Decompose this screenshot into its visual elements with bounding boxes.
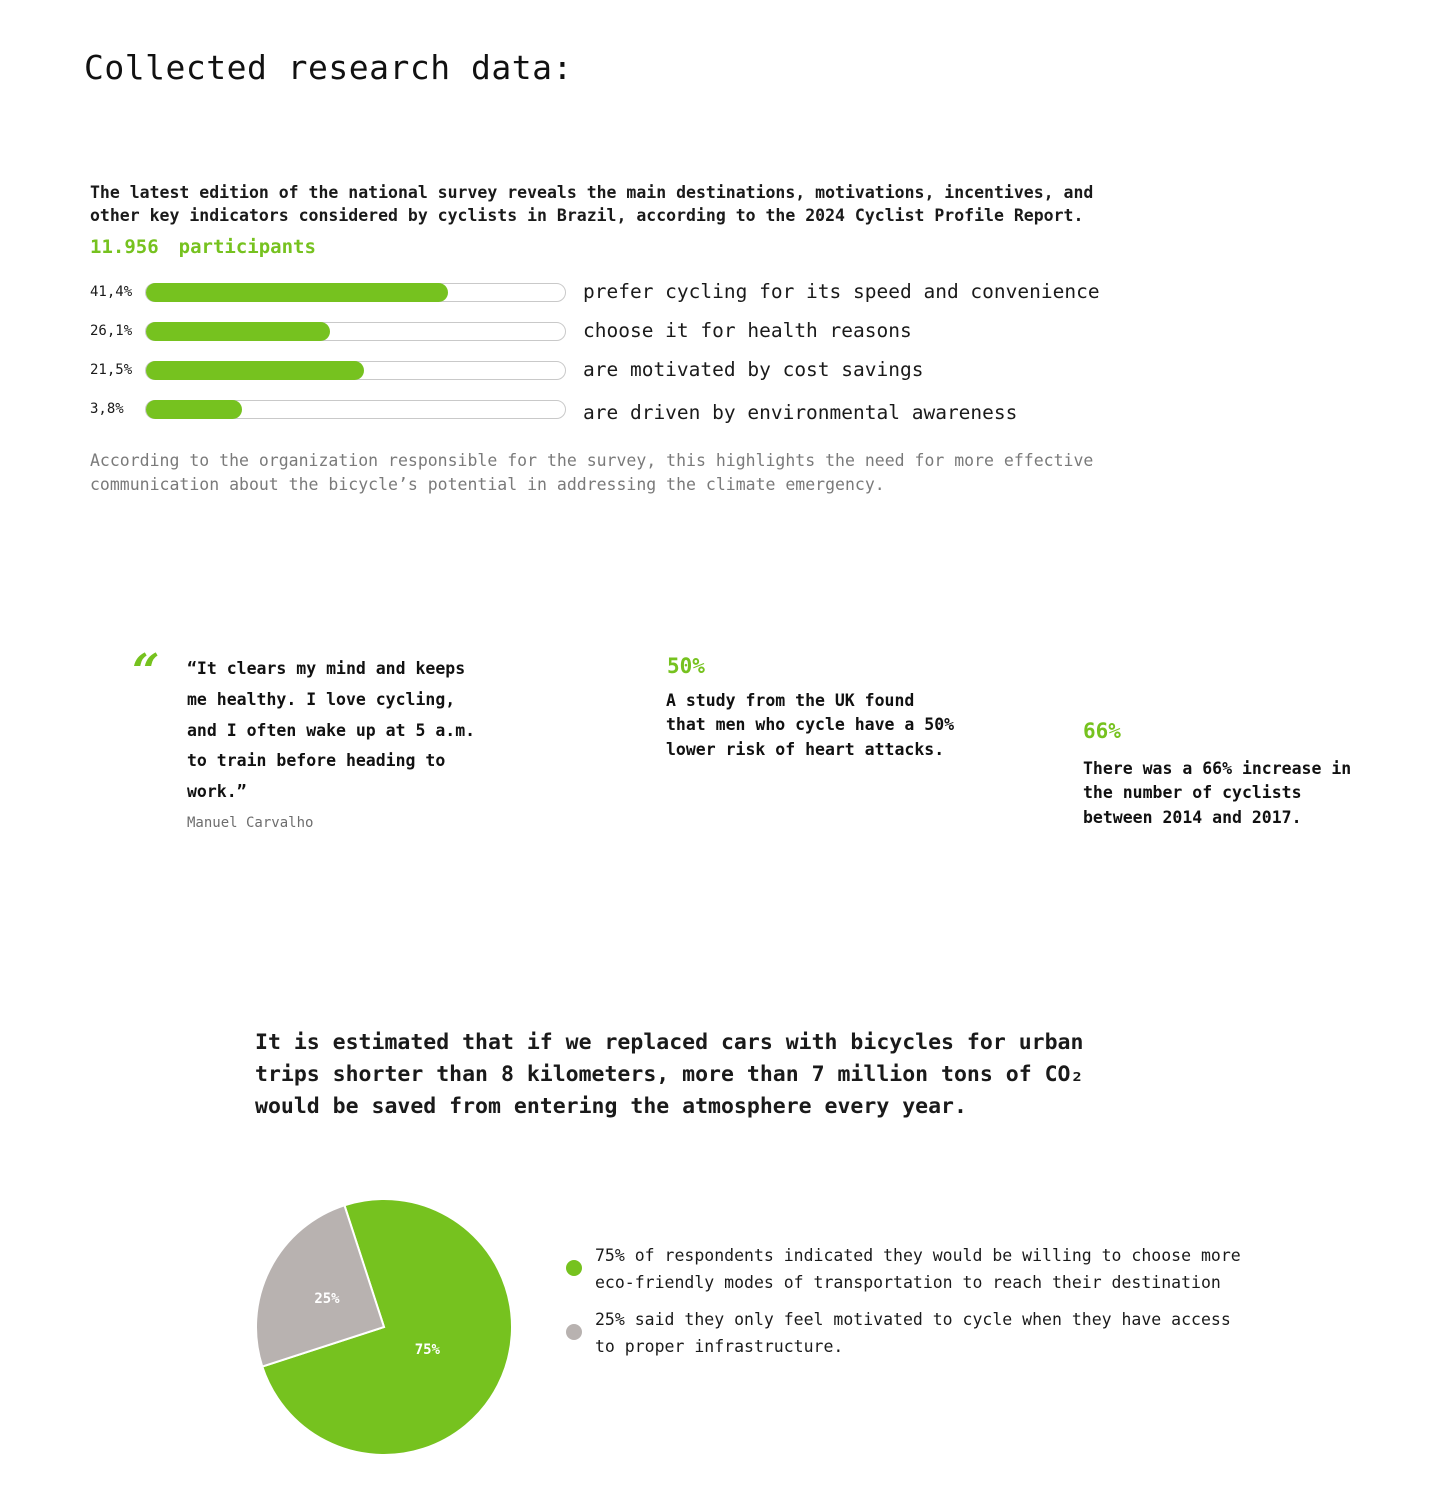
- motivation-label: are driven by environmental awareness: [583, 401, 1018, 424]
- motivation-row: [90, 320, 1190, 344]
- progress-fill: [146, 361, 364, 380]
- page-title: Collected research data:: [84, 48, 573, 87]
- stat-number: 66%: [1083, 719, 1121, 743]
- participants-label: participants: [178, 236, 316, 258]
- motivation-percent: 21,5%: [90, 362, 133, 378]
- motivation-row: [90, 359, 1190, 383]
- progress-track: [145, 283, 566, 302]
- participants-number: 11.956: [90, 236, 159, 258]
- legend-text: 75% of respondents indicated they would be willing to choose more eco-friendly modes of transportation to reach their destination: [595, 1246, 1241, 1292]
- progress-fill: [146, 322, 330, 341]
- motivation-label: prefer cycling for its speed and convenience: [583, 280, 1100, 303]
- pie-slice-label: 75%: [414, 1342, 440, 1359]
- progress-fill: [146, 283, 448, 302]
- motivation-label: choose it for health reasons: [583, 319, 912, 342]
- quote-mark-icon: “: [132, 644, 160, 700]
- pie-chart: [244, 1186, 524, 1466]
- stat-number: 50%: [667, 654, 705, 678]
- progress-track: [145, 400, 566, 419]
- survey-intro: The latest edition of the national survey reveals the main destinations, motivations, incentives, and other key indicators considered by cyclists in Brazil, according to the 2024 Cyclist Profile Report.: [90, 183, 1094, 225]
- survey-note: According to the organization responsible for the survey, this highlights the need for more effective communication about the bicycle’s potential in addressing the climate emergency.: [90, 451, 1094, 494]
- participants-count: [90, 236, 316, 258]
- motivation-row: [90, 398, 1190, 422]
- progress-track: [145, 361, 566, 380]
- quote-author: Manuel Carvalho: [187, 815, 314, 831]
- progress-fill: [146, 400, 242, 419]
- motivation-percent: 41,4%: [90, 284, 133, 300]
- motivation-row: [90, 281, 1190, 305]
- motivation-label: are motivated by cost savings: [583, 358, 924, 381]
- motivation-percent: 26,1%: [90, 323, 133, 339]
- stat-text: A study from the UK found that men who cycle have a 50% lower risk of heart attacks.: [666, 691, 955, 759]
- legend-text: 25% said they only feel motivated to cycle when they have access to proper infrastructure.: [595, 1310, 1231, 1356]
- legend-dot-icon: [566, 1260, 582, 1276]
- legend-dot-icon: [566, 1324, 582, 1340]
- progress-track: [145, 322, 566, 341]
- quote-text: “It clears my mind and keeps me healthy. I love cycling, and I often wake up at 5 a.m. to train before heading to work.”: [187, 659, 476, 802]
- pie-slice-label: 25%: [314, 1290, 340, 1307]
- co2-statement: It is estimated that if we replaced cars with bicycles for urban trips shorter than 8 kilometers, more than 7 million tons of CO₂ would be saved from entering the atmosphere every year.: [255, 1030, 1084, 1119]
- stat-text: There was a 66% increase in the number of cyclists between 2014 and 2017.: [1083, 759, 1352, 827]
- motivation-percent: 3,8%: [90, 401, 124, 417]
